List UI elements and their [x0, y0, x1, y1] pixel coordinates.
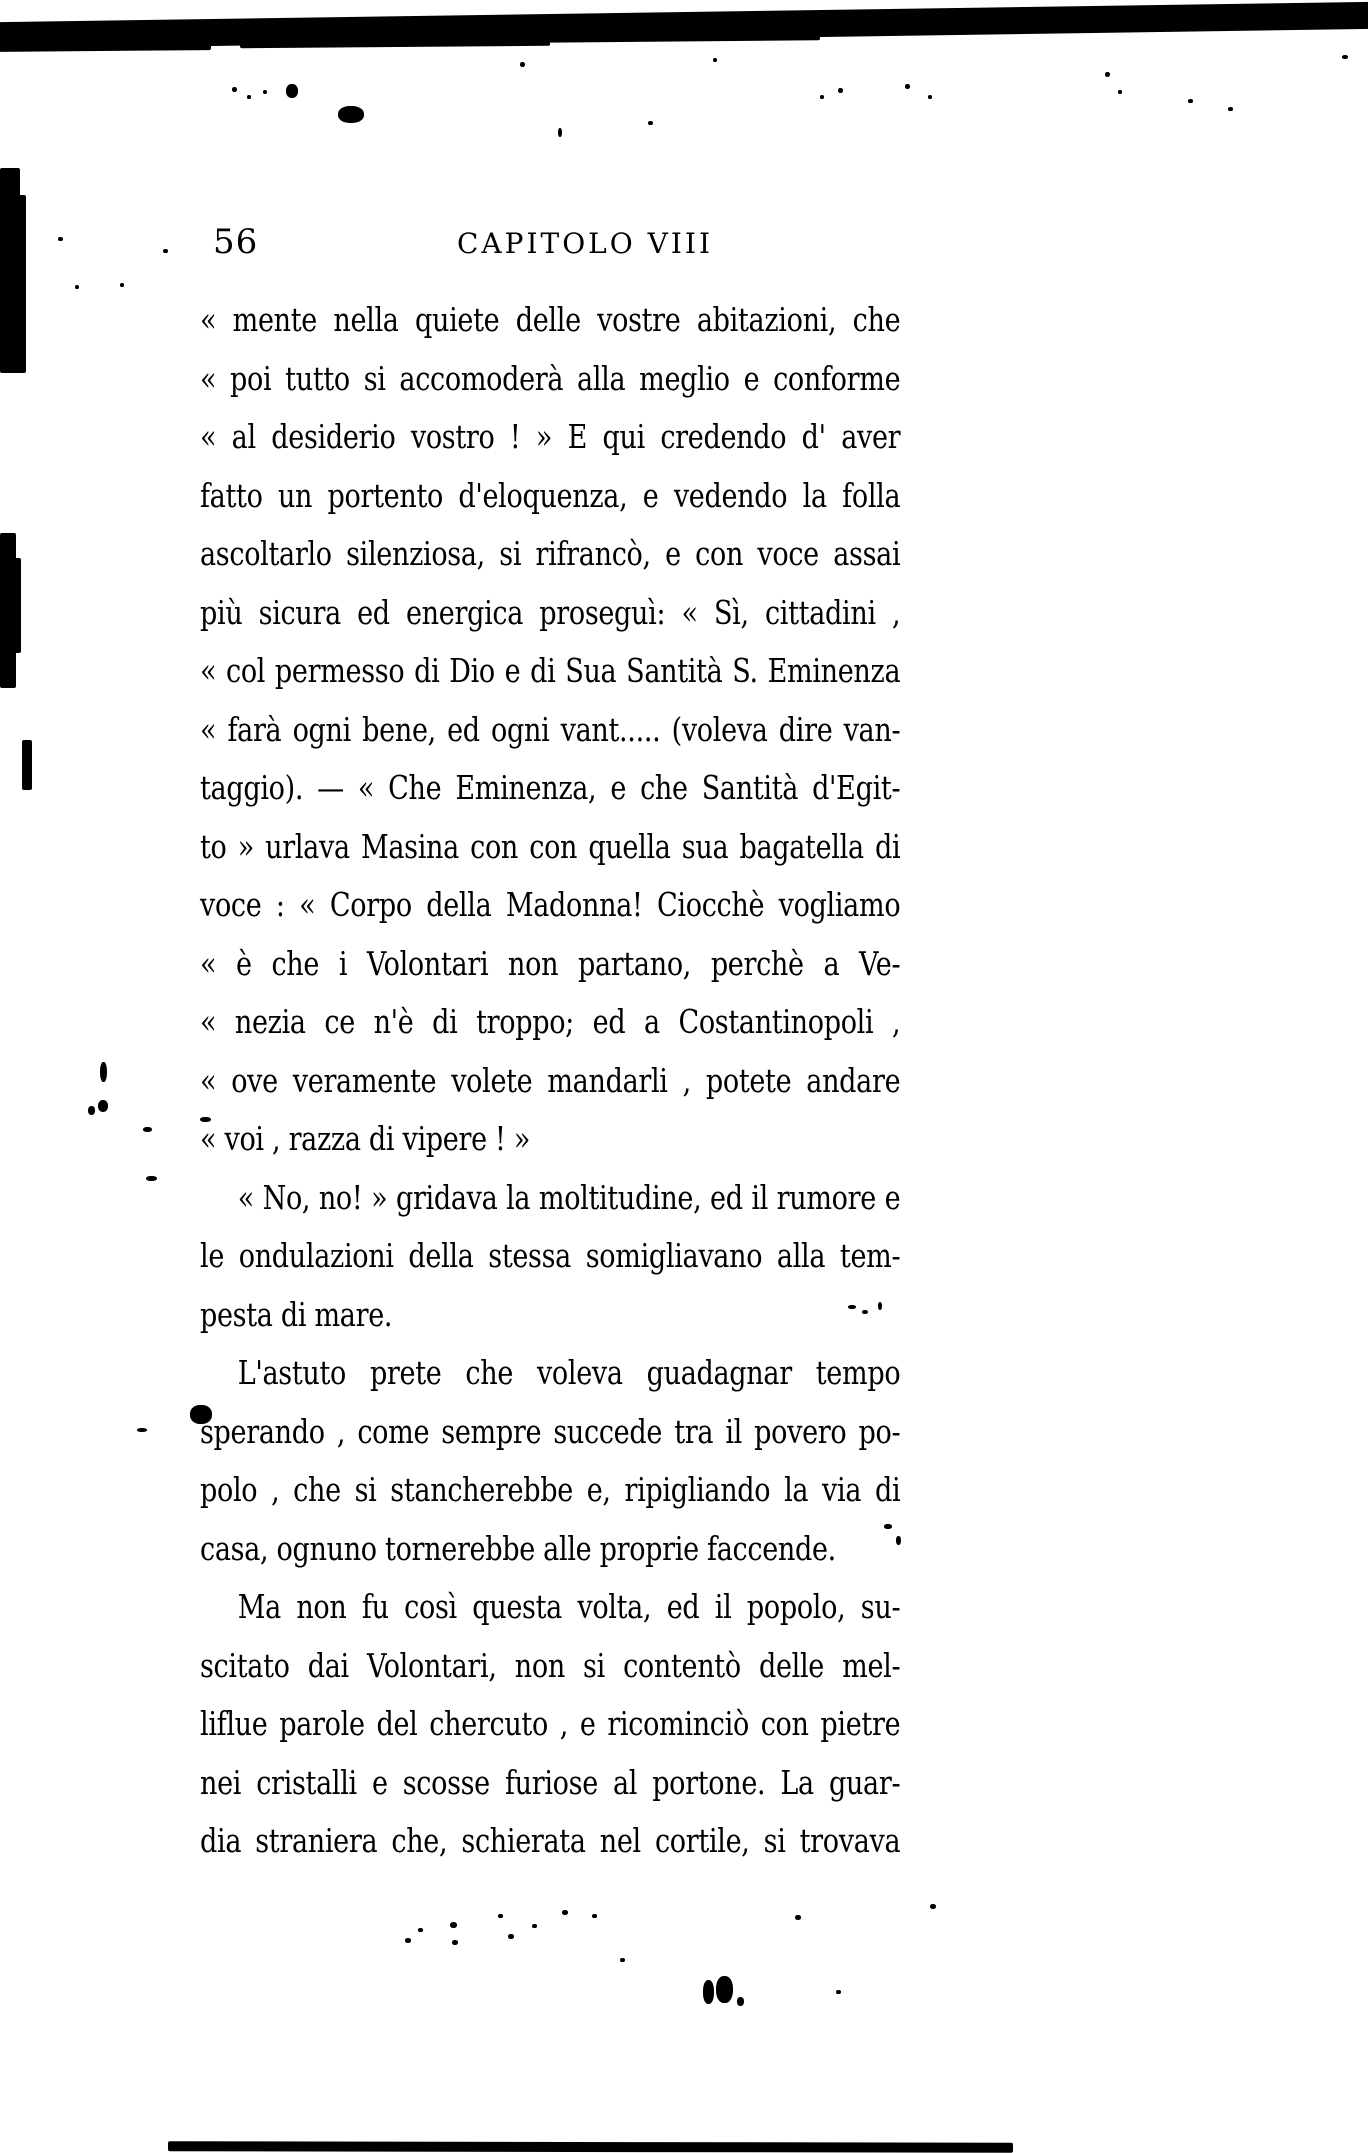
- ink-speck: [820, 95, 824, 99]
- ink-speck: [713, 58, 717, 62]
- ink-speck: [247, 95, 251, 99]
- ink-speck: [532, 1924, 537, 1928]
- ink-speck: [143, 1127, 152, 1132]
- ink-speck: [1118, 90, 1122, 94]
- ink-speck: [838, 88, 843, 93]
- page-number: 56: [213, 222, 259, 262]
- scan-edge-bar: [1, 298, 26, 373]
- text-line: « col permesso di Dio e di Sua Santità S. Eminenza: [200, 651, 901, 690]
- ink-speck: [558, 128, 562, 137]
- ink-speck: [498, 1914, 503, 1918]
- text-line: « farà ogni bene, ed ogni vant..... (voleva dire van-: [200, 709, 901, 749]
- text-line: liflue parole del chercuto , e ricominciò con pietre: [200, 1704, 901, 1743]
- scan-edge-bar: [22, 740, 32, 790]
- ink-speck: [1188, 99, 1193, 103]
- ink-speck: [450, 1922, 457, 1928]
- scan-edge-bar: [0, 2, 1368, 50]
- text-line: ascoltarlo silenziosa, si rifrancò, e con voce assai: [200, 534, 901, 573]
- chapter-header: CAPITOLO VIII: [456, 227, 714, 260]
- ink-speck: [737, 1997, 744, 2006]
- ink-speck: [716, 1976, 733, 2003]
- ink-speck: [836, 1990, 841, 1994]
- ink-speck: [648, 121, 653, 125]
- ink-speck: [338, 106, 364, 123]
- ink-speck: [100, 1062, 107, 1082]
- ink-speck: [75, 285, 79, 289]
- ink-speck: [620, 1958, 625, 1962]
- text-line: « nezia ce n'è di troppo; ed a Costantinopoli ,: [200, 1002, 901, 1041]
- text-line: « poi tutto si accomoderà alla meglio e conforme: [200, 358, 901, 398]
- text-line: « mente nella quiete delle vostre abitazioni, che: [200, 300, 901, 339]
- text-line: « No, no! » gridava la moltitudine, ed il rumore e: [237, 1177, 901, 1217]
- scan-edge-bar: [10, 558, 21, 653]
- ink-speck: [120, 283, 124, 287]
- text-line: casa, ognuno tornerebbe alle proprie faccende.: [200, 1528, 836, 1568]
- ink-speck: [146, 1176, 157, 1181]
- text-line: to » urlava Masina con con quella sua bagatella di: [200, 826, 901, 866]
- text-line: polo , che si stancherebbe e, ripigliando la via di: [200, 1470, 901, 1509]
- text-line: sperando , come sempre succede tra il povero po-: [200, 1411, 901, 1451]
- ink-speck: [905, 84, 910, 89]
- ink-speck: [98, 1100, 108, 1112]
- ink-speck: [928, 95, 932, 99]
- ink-speck: [418, 1928, 423, 1932]
- text-line: pesta di mare.: [200, 1294, 393, 1334]
- scan-edge-bar: [168, 2141, 1013, 2152]
- text-line: L'astuto prete che voleva guadagnar tempo: [237, 1353, 901, 1392]
- ink-speck: [286, 84, 298, 98]
- text-line: fatto un portento d'eloquenza, e vedendo la folla: [200, 475, 901, 515]
- ink-speck: [88, 1106, 95, 1115]
- ink-speck: [703, 1980, 714, 2004]
- text-line: voce : « Corpo della Madonna! Ciocchè vogliamo: [200, 885, 901, 924]
- ink-speck: [1342, 55, 1348, 59]
- ink-speck: [232, 87, 237, 92]
- ink-speck: [405, 1938, 411, 1943]
- ink-speck: [562, 1910, 568, 1915]
- ink-speck: [263, 90, 267, 94]
- ink-speck: [1228, 107, 1233, 111]
- ink-speck: [163, 249, 168, 253]
- text-line: le ondulazioni della stessa somigliavano alla tem-: [200, 1236, 901, 1275]
- ink-speck: [520, 62, 525, 67]
- ink-speck: [58, 237, 63, 241]
- ink-speck: [592, 1914, 597, 1918]
- text-line: « al desiderio vostro ! » E qui credendo d' aver: [200, 417, 901, 456]
- text-line: Ma non fu così questa volta, ed il popolo, su-: [237, 1587, 901, 1626]
- ink-speck: [795, 1915, 801, 1920]
- text-line: « è che i Volontari non partano, perchè a Ve-: [200, 943, 901, 983]
- text-line: « ove veramente volete mandarli , potete andare: [200, 1060, 901, 1100]
- ink-speck: [930, 1904, 936, 1909]
- ink-speck: [137, 1428, 147, 1432]
- text-line: « voi , razza di vipere ! »: [200, 1119, 531, 1158]
- ink-speck: [452, 1940, 458, 1945]
- text-line: dia straniera che, schierata nel cortile, si trovava: [200, 1821, 901, 1860]
- ink-speck: [1105, 72, 1110, 77]
- text-line: nei cristalli e scosse furiose al portone. La guar-: [200, 1762, 901, 1802]
- scan-edge-bar: [0, 44, 211, 52]
- text-line: scitato dai Volontari, non si contentò delle mel-: [200, 1645, 901, 1685]
- ink-speck: [508, 1934, 514, 1939]
- text-line: taggio). — « Che Eminenza, e che Santità d'Egit-: [200, 768, 901, 807]
- text-line: più sicura ed energica proseguì: « Sì, cittadini ,: [200, 592, 901, 632]
- body-text: [200, 291, 900, 1871]
